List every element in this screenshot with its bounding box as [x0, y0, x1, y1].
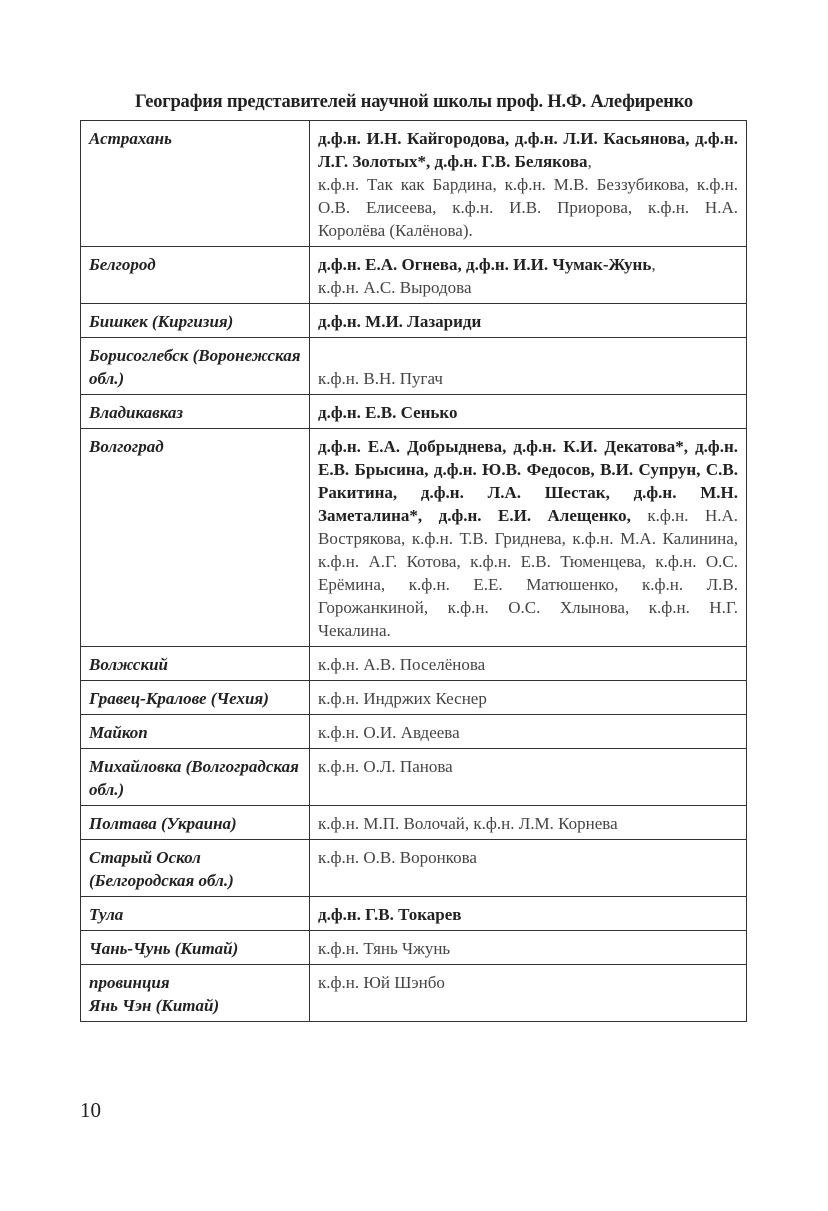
doctor-names: д.ф.н. Е.В. Сенько: [318, 403, 458, 422]
table-row: [81, 681, 747, 715]
researchers-cell: [310, 338, 747, 395]
table-row: [81, 806, 747, 840]
city-cell: Майкоп: [81, 715, 310, 749]
table-row: [81, 749, 747, 806]
doctor-names: д.ф.н. Е.А. Добрыднева, д.ф.н. К.И. Декатова*, д.ф.н. Е.В. Брысина, д.ф.н. Ю.В. Федосов, В.И. Супрун, С.В. Ракитина, д.ф.н. Л.А. Шестак, д.ф.н. М.Н. Заметалина*, д.ф.н. Е.И. Алещенко,: [318, 437, 738, 525]
candidate-names: к.ф.н. Тянь Чжунь: [318, 939, 451, 958]
table-title: География представителей научной школы проф. Н.Ф. Алефиренко: [135, 92, 693, 112]
table-row: [81, 965, 747, 1022]
researchers-cell: [310, 304, 747, 338]
candidate-names: , к.ф.н. А.С. Выродова: [318, 255, 656, 297]
candidate-names: к.ф.н. Юй Шэнбо: [318, 973, 445, 992]
table-row: [81, 121, 747, 247]
researchers-cell: [310, 840, 747, 897]
city-cell: Старый Оскол (Белгородская обл.): [81, 840, 310, 897]
table-row: [81, 647, 747, 681]
city-cell: Борисоглебск (Воронежская обл.): [81, 338, 310, 395]
researchers-cell: [310, 247, 747, 304]
city-cell: Белгород: [81, 247, 310, 304]
researchers-cell: [310, 897, 747, 931]
researchers-cell: [310, 429, 747, 647]
city-cell: Тула: [81, 897, 310, 931]
researchers-cell: [310, 931, 747, 965]
table-row: [81, 247, 747, 304]
city-cell: Астрахань: [81, 121, 310, 247]
researchers-cell: [310, 121, 747, 247]
city-cell: Полтава (Украина): [81, 806, 310, 840]
doctor-names: д.ф.н. Г.В. Токарев: [318, 905, 462, 924]
researchers-cell: [310, 965, 747, 1022]
table-row: [81, 338, 747, 395]
page-number: 10: [80, 1098, 101, 1122]
city-cell: Волгоград: [81, 429, 310, 647]
candidate-names: к.ф.н. Так как Бардина, к.ф.н. М.В. Беззубикова, к.ф.н. О.В. Елисеева, к.ф.н. И.В. Приорова, к.ф.н. Н.А. Королёва (Калёнова).: [318, 175, 738, 240]
school-geography-table: [80, 120, 747, 1022]
city-cell: Владикавказ: [81, 395, 310, 429]
candidate-names: к.ф.н. О.И. Авдеева: [318, 723, 460, 742]
researchers-cell: [310, 749, 747, 806]
doctor-names: д.ф.н. М.И. Лазариди: [318, 312, 482, 331]
table-row: [81, 897, 747, 931]
candidate-names: к.ф.н. Индржих Кеснер: [318, 689, 487, 708]
doctor-names: д.ф.н. И.Н. Кайгородова, д.ф.н. Л.И. Касьянова, д.ф.н. Л.Г. Золотых*, д.ф.н. Г.В. Белякова: [318, 129, 738, 171]
researchers-cell: [310, 681, 747, 715]
candidate-names: ,: [587, 152, 592, 171]
city-cell: провинция Янь Чэн (Китай): [81, 965, 310, 1022]
table-row: [81, 931, 747, 965]
table-row: [81, 840, 747, 897]
candidate-names: к.ф.н. М.П. Волочай, к.ф.н. Л.М. Корнева: [318, 814, 618, 833]
table-row: [81, 429, 747, 647]
city-cell: Волжский: [81, 647, 310, 681]
table-row: [81, 304, 747, 338]
candidate-names: к.ф.н. Н.А. Вострякова, к.ф.н. Т.В. Гриднева, к.ф.н. М.А. Калинина, к.ф.н. А.Г. Котова, к.ф.н. Е.В. Тюменцева, к.ф.н. О.С. Ерёмина, к.ф.н. Е.Е. Матюшенко, к.ф.н. Л.В. Горожанкиной, к.ф.н. О.С. Хлынова, к.ф.н. Н.Г. Чекалина.: [318, 506, 738, 640]
table-row: [81, 715, 747, 749]
candidate-names: к.ф.н. А.В. Поселёнова: [318, 655, 486, 674]
city-cell: Гравец-Кралове (Чехия): [81, 681, 310, 715]
city-cell: Чань-Чунь (Китай): [81, 931, 310, 965]
doctor-names: д.ф.н. Е.А. Огнева, д.ф.н. И.И. Чумак-Жунь: [318, 255, 652, 274]
researchers-cell: [310, 806, 747, 840]
city-cell: Бишкек (Киргизия): [81, 304, 310, 338]
candidate-names: к.ф.н. В.Н. Пугач: [318, 369, 443, 388]
researchers-cell: [310, 395, 747, 429]
researchers-cell: [310, 647, 747, 681]
candidate-names: к.ф.н. О.В. Воронкова: [318, 848, 477, 867]
researchers-cell: [310, 715, 747, 749]
table-row: [81, 395, 747, 429]
candidate-names: к.ф.н. О.Л. Панова: [318, 757, 453, 776]
city-cell: Михайловка (Волгоградская обл.): [81, 749, 310, 806]
